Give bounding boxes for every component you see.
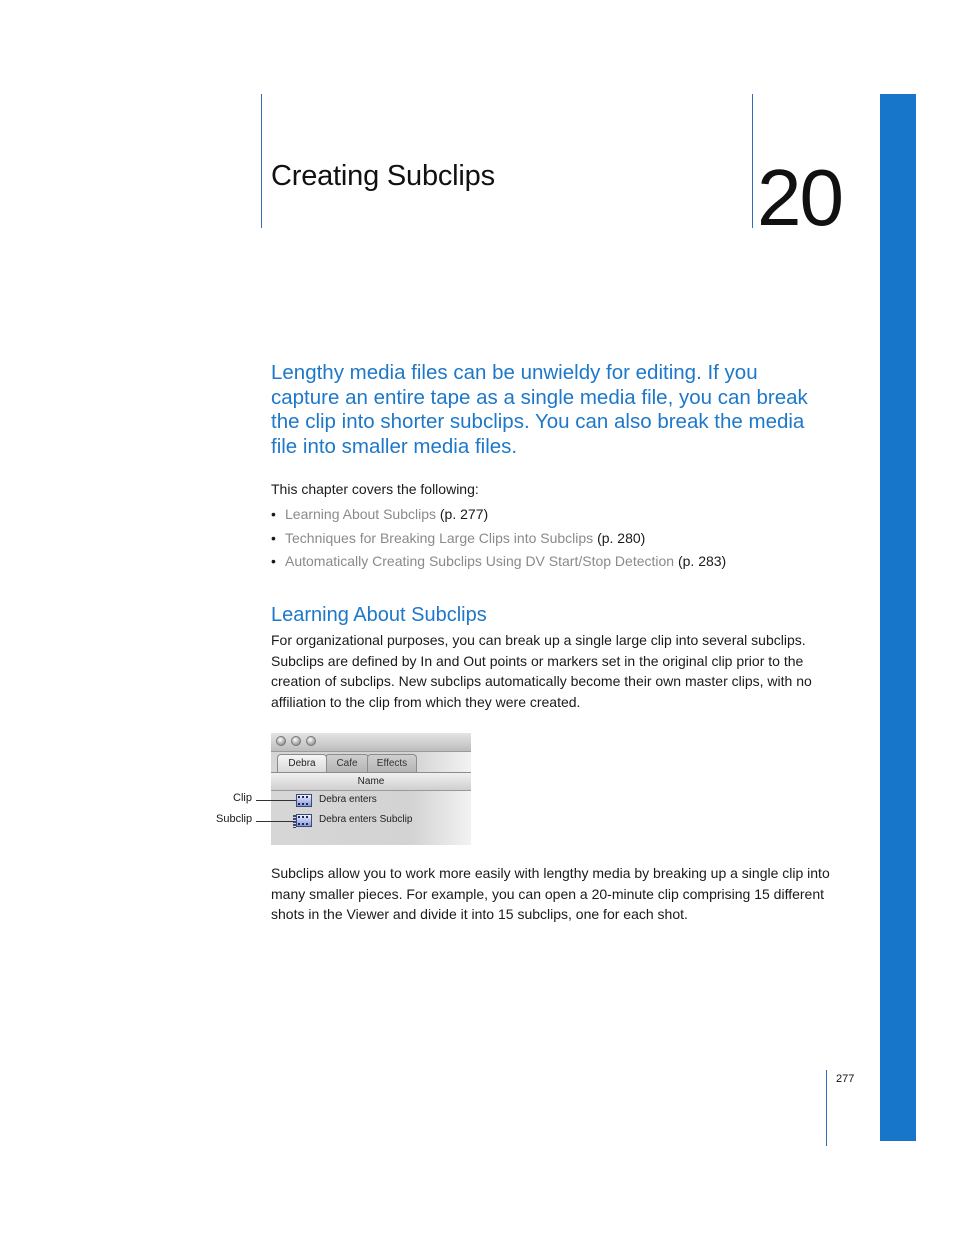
callout-clip: Clip [233,792,252,804]
tab-effects[interactable]: Effects [367,754,417,772]
tab-cafe[interactable]: Cafe [325,754,369,772]
bullet: • [271,553,276,569]
subclip-icon [296,814,312,827]
page-number-rule [826,1070,827,1146]
window-titlebar [271,733,471,752]
callout-subclip-leader [256,821,294,822]
chapter-contents-list [271,503,726,574]
chapter-side-tab [880,94,916,1141]
callout-subclip: Subclip [216,813,253,825]
bullet: • [271,529,276,546]
toc-item [271,550,726,574]
section-heading: Learning About Subclips [271,604,487,626]
toc-link-dv-start-stop[interactable]: Automatically Creating Subclips Using DV Start/Stop Detection [285,553,675,569]
toc-page-ref: (p. 283) [677,553,727,569]
window-close-icon [276,736,286,746]
toc-item [271,503,726,527]
toc-link-techniques[interactable]: Techniques for Breaking Large Clips into Subclips [285,529,594,546]
chapter-intro: Lengthy media files can be unwieldy for editing. If you capture an entire tape as a single media file, you can break the clip into shorter subclips. You can also break the media file into smaller media files. [271,361,808,458]
bullet: • [271,506,276,522]
browser-row-clip[interactable] [319,792,377,808]
section-paragraph: For organizational purposes, you can break up a single large clip into several subclips. Subclips are defined by In and Out points or markers set in the original clip prior to the creation of subclips. New subclips automatically become their own master clips, with no affiliation to the clip from which they were created. [271,632,812,710]
toc-item [271,527,726,551]
callout-clip-leader [256,800,296,801]
clip-icon [296,794,312,807]
page-number: 277 [836,1073,855,1085]
title-right-rule [752,94,753,228]
toc-link-learning-about-subclips[interactable]: Learning About Subclips [285,506,436,522]
subclip-name: Debra enters Subclip [319,814,413,825]
chapter-title: Creating Subclips [271,160,495,192]
browser-row-subclip[interactable] [319,812,412,828]
covers-intro: This chapter covers the following: [271,481,479,497]
section-paragraph: Subclips allow you to work more easily with lengthy media by breaking up a single clip into many smaller pieces. For example, you can open a 20-minute clip comprising 15 different shots in the Viewer and divide it into 15 subclips, one for each shot. [271,865,830,922]
browser-screenshot-figure [271,733,471,845]
title-left-rule [261,94,262,228]
tab-debra[interactable]: Debra [277,754,327,772]
window-zoom-icon [306,736,316,746]
chapter-number: 20 [757,153,842,242]
clip-name: Debra enters [319,794,377,805]
toc-page-ref: (p. 280) [597,529,646,546]
name-column-header[interactable]: Name [271,772,471,791]
toc-page-ref: (p. 277) [439,506,489,522]
window-minimize-icon [291,736,301,746]
